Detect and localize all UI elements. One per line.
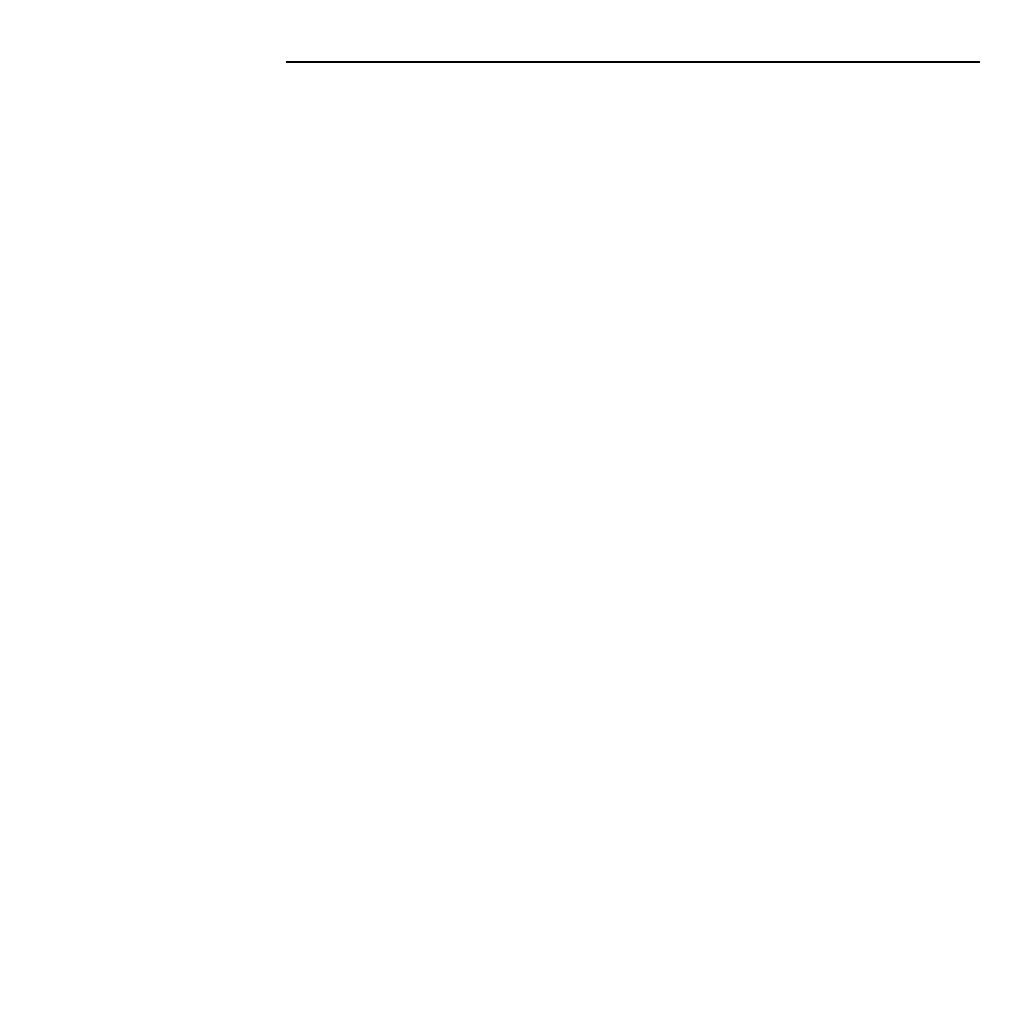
- header-rule: [286, 61, 980, 63]
